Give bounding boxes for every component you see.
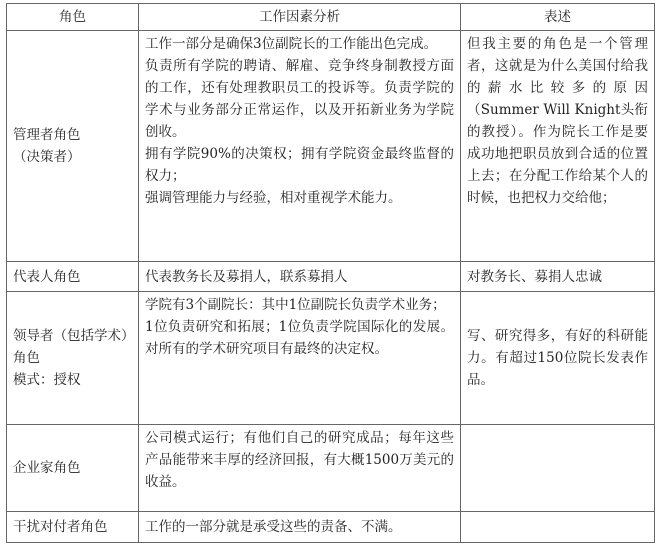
- statement-text: 写、研究得多，有好的科研能力。有超过150位院长发表作品。: [467, 328, 648, 388]
- role-cell: [7, 512, 139, 543]
- role-analysis-table: [6, 3, 655, 543]
- statement-text: 但我主要的角色是一个管理者，这就是为什么美国付给我的薪水比较多的原因（Summer Will Knight头衔的教授）。作为院长工作是要成功地把职员放到合适的位置上去；在分配工作给某个人的时候，也把权力交给他；: [467, 36, 648, 206]
- statement-cell: [461, 512, 655, 543]
- analysis-paragraph: 1位负责研究和拓展；1位负责学院国际化的发展。对所有的学术研究项目有最终的决定权。: [145, 319, 454, 357]
- statement-cell: [461, 31, 655, 262]
- table-row: [7, 425, 655, 512]
- role-cell: [7, 262, 139, 292]
- table-row: [7, 262, 655, 292]
- analysis-paragraph: 代表教务长及募捐人，联系募捐人: [145, 268, 348, 285]
- table-header: [7, 4, 655, 31]
- role-line: 企业家角色: [13, 460, 81, 476]
- role-line: 代表人角色: [13, 268, 81, 285]
- table-row: [7, 31, 655, 262]
- statement-cell: [461, 292, 655, 425]
- header-role: 角色: [7, 4, 139, 31]
- statement-cell: [461, 425, 655, 512]
- role-cell: [7, 292, 139, 425]
- analysis-paragraph: 公司模式运行；有他们自己的研究成品；每年这些产品能带来丰厚的经济回报，有大概1500万美元的收益。: [145, 430, 454, 490]
- role-line: 领导者（包括学术）角色: [13, 328, 128, 366]
- analysis-cell: [139, 31, 461, 262]
- analysis-cell: [139, 512, 461, 543]
- table-row: [7, 512, 655, 543]
- analysis-cell: [139, 292, 461, 425]
- role-cell: [7, 425, 139, 512]
- statement-text: 对教务长、募捐人忠诚: [467, 268, 602, 285]
- header-statement: 表述: [461, 4, 655, 31]
- header-row: [7, 4, 655, 31]
- analysis-paragraph: 学院有3个副院长：其中1位副院长负责学术业务；: [145, 297, 446, 313]
- header-analysis: 工作因素分析: [139, 4, 461, 31]
- analysis-paragraph: 负责所有学院的聘请、解雇、竞争终身制教授方面的工作，还有处理教职员工的投诉等。负责学院的学术与业务部分正常运作，以及开拓新业务为学院创收。: [145, 58, 454, 140]
- statement-cell: [461, 262, 655, 292]
- analysis-cell: [139, 425, 461, 512]
- analysis-paragraph: 拥有学院90%的决策权；拥有学院资金最终监督的权力；: [145, 146, 454, 184]
- analysis-paragraph: 工作的一部分就是承受这些的责备、不满。: [145, 519, 402, 535]
- table-row: [7, 292, 655, 425]
- analysis-cell: [139, 262, 461, 292]
- role-line: 管理者角色: [13, 127, 81, 143]
- analysis-paragraph: 强调管理能力与经验，相对重视学术能力。: [145, 190, 402, 206]
- table-body: [7, 31, 655, 543]
- role-cell: [7, 31, 139, 262]
- role-line: 模式：授权: [13, 372, 81, 388]
- role-line: 干扰对付者角色: [13, 519, 108, 535]
- analysis-paragraph: 工作一部分是确保3位副院长的工作能出色完成。: [145, 36, 438, 52]
- role-line: （决策者）: [13, 149, 81, 165]
